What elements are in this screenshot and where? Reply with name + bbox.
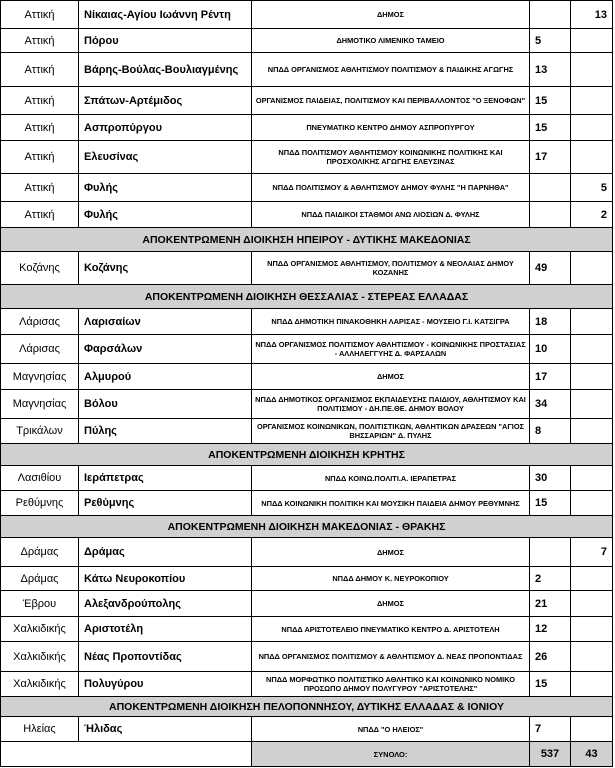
prefecture-cell: Αττική <box>1 141 79 174</box>
table-row <box>1 617 613 642</box>
positions-a-cell: 15 <box>530 87 571 115</box>
municipality-cell: Αριστοτέλη <box>79 617 252 642</box>
prefecture-cell: Τρικάλων <box>1 419 79 444</box>
table-row <box>1 364 613 390</box>
municipality-cell: Ρεθύμνης <box>79 491 252 516</box>
positions-a-cell: 34 <box>530 390 571 419</box>
prefecture-cell: Αττική <box>1 202 79 228</box>
prefecture-cell: Ηλείας <box>1 717 79 742</box>
table-row <box>1 419 613 444</box>
municipality-cell: Δράμας <box>79 538 252 567</box>
table-row <box>1 53 613 87</box>
positions-b-cell <box>571 617 613 642</box>
positions-b-cell <box>571 390 613 419</box>
prefecture-cell: Λάρισας <box>1 309 79 335</box>
organization-cell: ΝΠΔΔ ΚΟΙΝΩΝΙΚΗ ΠΟΛΙΤΙΚΗ ΚΑΙ ΜΟΥΣΙΚΗ ΠΑΙΔΕΙΑ ΔΗΜΟΥ ΡΕΘΥΜΝΗΣ <box>252 491 530 516</box>
organization-cell: ΝΠΔΔ ΟΡΓΑΝΙΣΜΟΣ ΠΟΛΙΤΙΣΜΟΥ ΑΘΛΗΤΙΣΜΟΥ - ΚΟΙΝΩΝΙΚΗΣ ΠΡΟΣΤΑΣΙΑΣ - ΑΛΛΗΛΕΓΓΥΗΣ Δ. ΦΑΡΣΑΛΩΝ <box>252 335 530 364</box>
organization-cell: ΝΠΔΔ "Ο ΗΛΕΙΟΣ" <box>252 717 530 742</box>
positions-b-cell <box>571 29 613 53</box>
positions-b-cell <box>571 53 613 87</box>
organization-cell: ΔΗΜΟΣ <box>252 364 530 390</box>
organization-cell: ΟΡΓΑΝΙΣΜΟΣ ΚΟΙΝΩΝΙΚΩΝ, ΠΟΛΙΤΙΣΤΙΚΩΝ, ΑΘΛΗΤΙΚΩΝ ΔΡΑΣΕΩΝ "ΑΓΙΟΣ ΒΗΣΣΑΡΙΩΝ" Δ. ΠΥΛΗΣ <box>252 419 530 444</box>
municipality-cell: Ιεράπετρας <box>79 466 252 491</box>
positions-b-cell <box>571 491 613 516</box>
organization-cell: ΝΠΔΔ ΑΡΙΣΤΟΤΕΛΕΙΟ ΠΝΕΥΜΑΤΙΚΟ ΚΕΝΤΡΟ Δ. ΑΡΙΣΤΟΤΕΛΗ <box>252 617 530 642</box>
positions-a-cell <box>530 538 571 567</box>
section-header-row <box>1 228 613 252</box>
municipality-cell: Φυλής <box>79 202 252 228</box>
prefecture-cell: Δράμας <box>1 567 79 591</box>
section-header-row <box>1 516 613 538</box>
section-title: ΑΠΟΚΕΝΤΡΩΜΕΝΗ ΔΙΟΙΚΗΣΗ ΗΠΕΙΡΟΥ - ΔΥΤΙΚΗΣ ΜΑΚΕΔΟΝΙΑΣ <box>1 228 613 252</box>
positions-a-cell: 49 <box>530 252 571 285</box>
positions-a-cell: 15 <box>530 115 571 141</box>
positions-a-cell: 7 <box>530 717 571 742</box>
municipality-cell: Αλμυρού <box>79 364 252 390</box>
organization-cell: ΔΗΜΟΣ <box>252 538 530 567</box>
positions-b-cell: 5 <box>571 174 613 202</box>
municipality-cell: Σπάτων-Αρτέμιδος <box>79 87 252 115</box>
positions-a-cell: 26 <box>530 642 571 672</box>
total-label: ΣΥΝΟΛΟ: <box>252 742 530 767</box>
prefecture-cell: Ρεθύμνης <box>1 491 79 516</box>
positions-table-body <box>1 1 613 767</box>
section-header-row <box>1 697 613 717</box>
positions-b-cell <box>571 642 613 672</box>
positions-b-cell <box>571 717 613 742</box>
prefecture-cell: Αττική <box>1 174 79 202</box>
positions-b-cell <box>571 115 613 141</box>
prefecture-cell: Μαγνησίας <box>1 390 79 419</box>
positions-a-cell: 8 <box>530 419 571 444</box>
municipality-cell: Πολυγύρου <box>79 672 252 697</box>
municipality-cell: Βάρης-Βούλας-Βουλιαγμένης <box>79 53 252 87</box>
total-row <box>1 742 613 767</box>
positions-b-cell <box>571 466 613 491</box>
prefecture-cell: Χαλκιδικής <box>1 672 79 697</box>
table-row <box>1 174 613 202</box>
positions-b-cell <box>571 591 613 617</box>
organization-cell: ΔΗΜΟΤΙΚΟ ΛΙΜΕΝΙΚΟ ΤΑΜΕΙΟ <box>252 29 530 53</box>
organization-cell: ΝΠΔΔ ΔΗΜΟΤΙΚΟΣ ΟΡΓΑΝΙΣΜΟΣ ΕΚΠΑΙΔΕΥΣΗΣ ΠΑΙΔΙΟΥ, ΑΘΛΗΤΙΣΜΟΥ ΚΑΙ ΠΟΛΙΤΙΣΜΟΥ - ΔΗ.ΠΕ.ΘΕ. ΔΗΜΟΥ ΒΟΛΟΥ <box>252 390 530 419</box>
organization-cell: ΝΠΔΔ ΜΟΡΦΩΤΙΚΟ ΠΟΛΙΤΙΣΤΙΚΟ ΑΘΛΗΤΙΚΟ ΚΑΙ ΚΟΙΝΩΝΙΚΟ ΝΟΜΙΚΟ ΠΡΟΣΩΠΟ ΔΗΜΟΥ ΠΟΛΥΓΥΡΟΥ "ΑΡΙΣΤΟΤΕΛΗΣ" <box>252 672 530 697</box>
municipality-cell: Αλεξανδρούπολης <box>79 591 252 617</box>
table-row <box>1 202 613 228</box>
organization-cell: ΔΗΜΟΣ <box>252 1 530 29</box>
municipality-cell: Κοζάνης <box>79 252 252 285</box>
positions-b-cell <box>571 309 613 335</box>
positions-b-cell <box>571 364 613 390</box>
positions-b-cell <box>571 419 613 444</box>
positions-a-cell: 17 <box>530 364 571 390</box>
table-row <box>1 335 613 364</box>
positions-a-cell: 15 <box>530 491 571 516</box>
section-title: ΑΠΟΚΕΝΤΡΩΜΕΝΗ ΔΙΟΙΚΗΣΗ ΠΕΛΟΠΟΝΝΗΣΟΥ, ΔΥΤΙΚΗΣ ΕΛΛΑΔΑΣ & ΙΟΝΙΟΥ <box>1 697 613 717</box>
organization-cell: ΝΠΔΔ ΚΟΙΝΩ.ΠΟΛΙΤΙ.Α. ΙΕΡΑΠΕΤΡΑΣ <box>252 466 530 491</box>
municipality-cell: Νίκαιας-Αγίου Ιωάννη Ρέντη <box>79 1 252 29</box>
table-row <box>1 29 613 53</box>
municipality-cell: Βόλου <box>79 390 252 419</box>
total-positions-a: 537 <box>530 742 571 767</box>
prefecture-cell: Αττική <box>1 115 79 141</box>
table-row <box>1 717 613 742</box>
organization-cell: ΝΠΔΔ ΠΟΛΙΤΙΣΜΟΥ ΑΘΛΗΤΙΣΜΟΥ ΚΟΙΝΩΝΙΚΗΣ ΠΟΛΙΤΙΚΗΣ ΚΑΙ ΠΡΟΣΧΟΛΙΚΗΣ ΑΓΩΓΗΣ ΕΛΕΥΣΙΝΑΣ <box>252 141 530 174</box>
total-blank-cell <box>1 742 252 767</box>
organization-cell: ΟΡΓΑΝΙΣΜΟΣ ΠΑΙΔΕΙΑΣ, ΠΟΛΙΤΙΣΜΟΥ ΚΑΙ ΠΕΡΙΒΑΛΛΟΝΤΟΣ "Ο ΞΕΝΟΦΩΝ" <box>252 87 530 115</box>
positions-b-cell <box>571 567 613 591</box>
table-row <box>1 87 613 115</box>
prefecture-cell: Αττική <box>1 87 79 115</box>
positions-a-cell: 12 <box>530 617 571 642</box>
organization-cell: ΝΠΔΔ ΠΑΙΔΙΚΟΙ ΣΤΑΘΜΟΙ ΑΝΩ ΛΙΟΣΙΩΝ Δ. ΦΥΛΗΣ <box>252 202 530 228</box>
total-positions-b: 43 <box>571 742 613 767</box>
municipality-cell: Φαρσάλων <box>79 335 252 364</box>
prefecture-cell: Αττική <box>1 53 79 87</box>
positions-a-cell: 15 <box>530 672 571 697</box>
organization-cell: ΝΠΔΔ ΠΟΛΙΤΙΣΜΟΥ & ΑΘΛΗΤΙΣΜΟΥ ΔΗΜΟΥ ΦΥΛΗΣ "Η ΠΑΡΝΗΘΑ" <box>252 174 530 202</box>
positions-a-cell: 10 <box>530 335 571 364</box>
positions-a-cell <box>530 1 571 29</box>
section-header-row <box>1 444 613 466</box>
positions-a-cell <box>530 174 571 202</box>
table-row <box>1 567 613 591</box>
positions-a-cell: 17 <box>530 141 571 174</box>
table-row <box>1 642 613 672</box>
table-row <box>1 1 613 29</box>
municipality-cell: Ήλιδας <box>79 717 252 742</box>
prefecture-cell: Λασιθίου <box>1 466 79 491</box>
positions-a-cell: 13 <box>530 53 571 87</box>
organization-cell: ΠΝΕΥΜΑΤΙΚΟ ΚΕΝΤΡΟ ΔΗΜΟΥ ΑΣΠΡΟΠΥΡΓΟΥ <box>252 115 530 141</box>
table-row <box>1 390 613 419</box>
municipality-cell: Κάτω Νευροκοπίου <box>79 567 252 591</box>
positions-a-cell <box>530 202 571 228</box>
organization-cell: ΝΠΔΔ ΔΗΜΟΥ Κ. ΝΕΥΡΟΚΟΠΙΟΥ <box>252 567 530 591</box>
positions-b-cell <box>571 141 613 174</box>
organization-cell: ΝΠΔΔ ΔΗΜΟΤΙΚΗ ΠΙΝΑΚΟΘΗΚΗ ΛΑΡΙΣΑΣ - ΜΟΥΣΕΙΟ Γ.Ι. ΚΑΤΣΙΓΡΑ <box>252 309 530 335</box>
organization-cell: ΝΠΔΔ ΟΡΓΑΝΙΣΜΟΣ ΑΘΛΗΤΙΣΜΟΥ ΠΟΛΙΤΙΣΜΟΥ & ΠΑΙΔΙΚΗΣ ΑΓΩΓΗΣ <box>252 53 530 87</box>
positions-a-cell: 5 <box>530 29 571 53</box>
municipality-cell: Πύλης <box>79 419 252 444</box>
prefecture-cell: Αττική <box>1 1 79 29</box>
table-row <box>1 538 613 567</box>
section-title: ΑΠΟΚΕΝΤΡΩΜΕΝΗ ΔΙΟΙΚΗΣΗ ΜΑΚΕΔΟΝΙΑΣ - ΘΡΑΚΗΣ <box>1 516 613 538</box>
positions-a-cell: 30 <box>530 466 571 491</box>
municipality-cell: Πόρου <box>79 29 252 53</box>
positions-b-cell <box>571 335 613 364</box>
municipality-cell: Λαρισαίων <box>79 309 252 335</box>
municipality-cell: Ασπροπύργου <box>79 115 252 141</box>
positions-a-cell: 2 <box>530 567 571 591</box>
section-header-row <box>1 285 613 309</box>
prefecture-cell: Χαλκιδικής <box>1 617 79 642</box>
municipality-cell: Φυλής <box>79 174 252 202</box>
section-title: ΑΠΟΚΕΝΤΡΩΜΕΝΗ ΔΙΟΙΚΗΣΗ ΘΕΣΣΑΛΙΑΣ - ΣΤΕΡΕΑΣ ΕΛΛΑΔΑΣ <box>1 285 613 309</box>
positions-b-cell <box>571 87 613 115</box>
prefecture-cell: Μαγνησίας <box>1 364 79 390</box>
prefecture-cell: Έβρου <box>1 591 79 617</box>
section-title: ΑΠΟΚΕΝΤΡΩΜΕΝΗ ΔΙΟΙΚΗΣΗ ΚΡΗΤΗΣ <box>1 444 613 466</box>
table-row <box>1 591 613 617</box>
prefecture-cell: Αττική <box>1 29 79 53</box>
organization-cell: ΔΗΜΟΣ <box>252 591 530 617</box>
organization-cell: ΝΠΔΔ ΟΡΓΑΝΙΣΜΟΣ ΠΟΛΙΤΙΣΜΟΥ & ΑΘΛΗΤΙΣΜΟΥ Δ. ΝΕΑΣ ΠΡΟΠΟΝΤΙΔΑΣ <box>252 642 530 672</box>
positions-b-cell: 13 <box>571 1 613 29</box>
table-row <box>1 672 613 697</box>
table-row <box>1 115 613 141</box>
positions-b-cell <box>571 672 613 697</box>
prefecture-cell: Δράμας <box>1 538 79 567</box>
prefecture-cell: Κοζάνης <box>1 252 79 285</box>
positions-a-cell: 18 <box>530 309 571 335</box>
positions-b-cell: 7 <box>571 538 613 567</box>
positions-b-cell <box>571 252 613 285</box>
positions-b-cell: 2 <box>571 202 613 228</box>
table-row <box>1 491 613 516</box>
positions-a-cell: 21 <box>530 591 571 617</box>
prefecture-cell: Χαλκιδικής <box>1 642 79 672</box>
table-row <box>1 252 613 285</box>
table-row <box>1 309 613 335</box>
table-row <box>1 141 613 174</box>
municipality-cell: Ελευσίνας <box>79 141 252 174</box>
municipality-cell: Νέας Προποντίδας <box>79 642 252 672</box>
organization-cell: ΝΠΔΔ ΟΡΓΑΝΙΣΜΟΣ ΑΘΛΗΤΙΣΜΟΥ, ΠΟΛΙΤΙΣΜΟΥ & ΝΕΟΛΑΙΑΣ ΔΗΜΟΥ ΚΟΖΑΝΗΣ <box>252 252 530 285</box>
prefecture-cell: Λάρισας <box>1 335 79 364</box>
table-row <box>1 466 613 491</box>
